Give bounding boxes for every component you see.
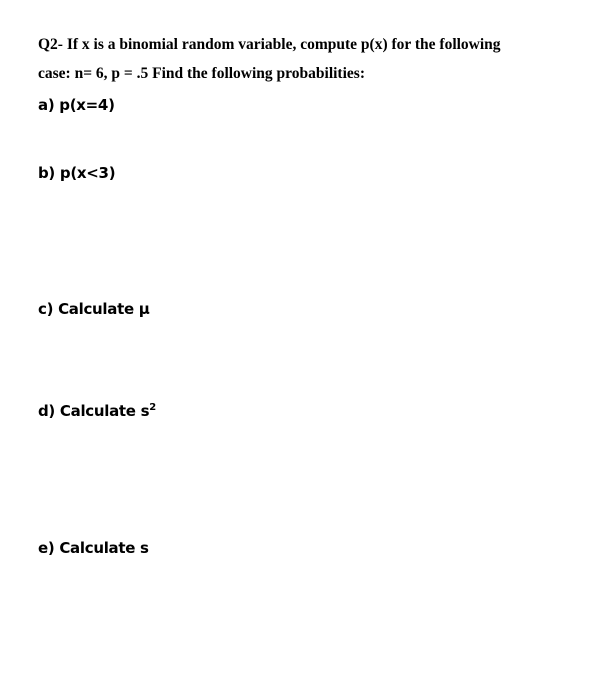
part-d-label	[38, 401, 156, 421]
part-e-label: e) Calculate s	[38, 539, 149, 557]
part-d-superscript: 2	[149, 402, 156, 413]
part-a-label: a) p(x=4)	[38, 96, 115, 114]
question-line-1: Q2- If x is a binomial random variable, compute p(x) for the following	[38, 36, 501, 53]
part-d-text: d) Calculate s	[38, 402, 150, 420]
part-b-label: b) p(x<3)	[38, 164, 116, 182]
part-c-label: c) Calculate µ	[38, 300, 150, 318]
question-line-2: case: n= 6, p = .5 Find the following probabilities:	[38, 65, 365, 82]
question-prompt	[38, 30, 578, 88]
